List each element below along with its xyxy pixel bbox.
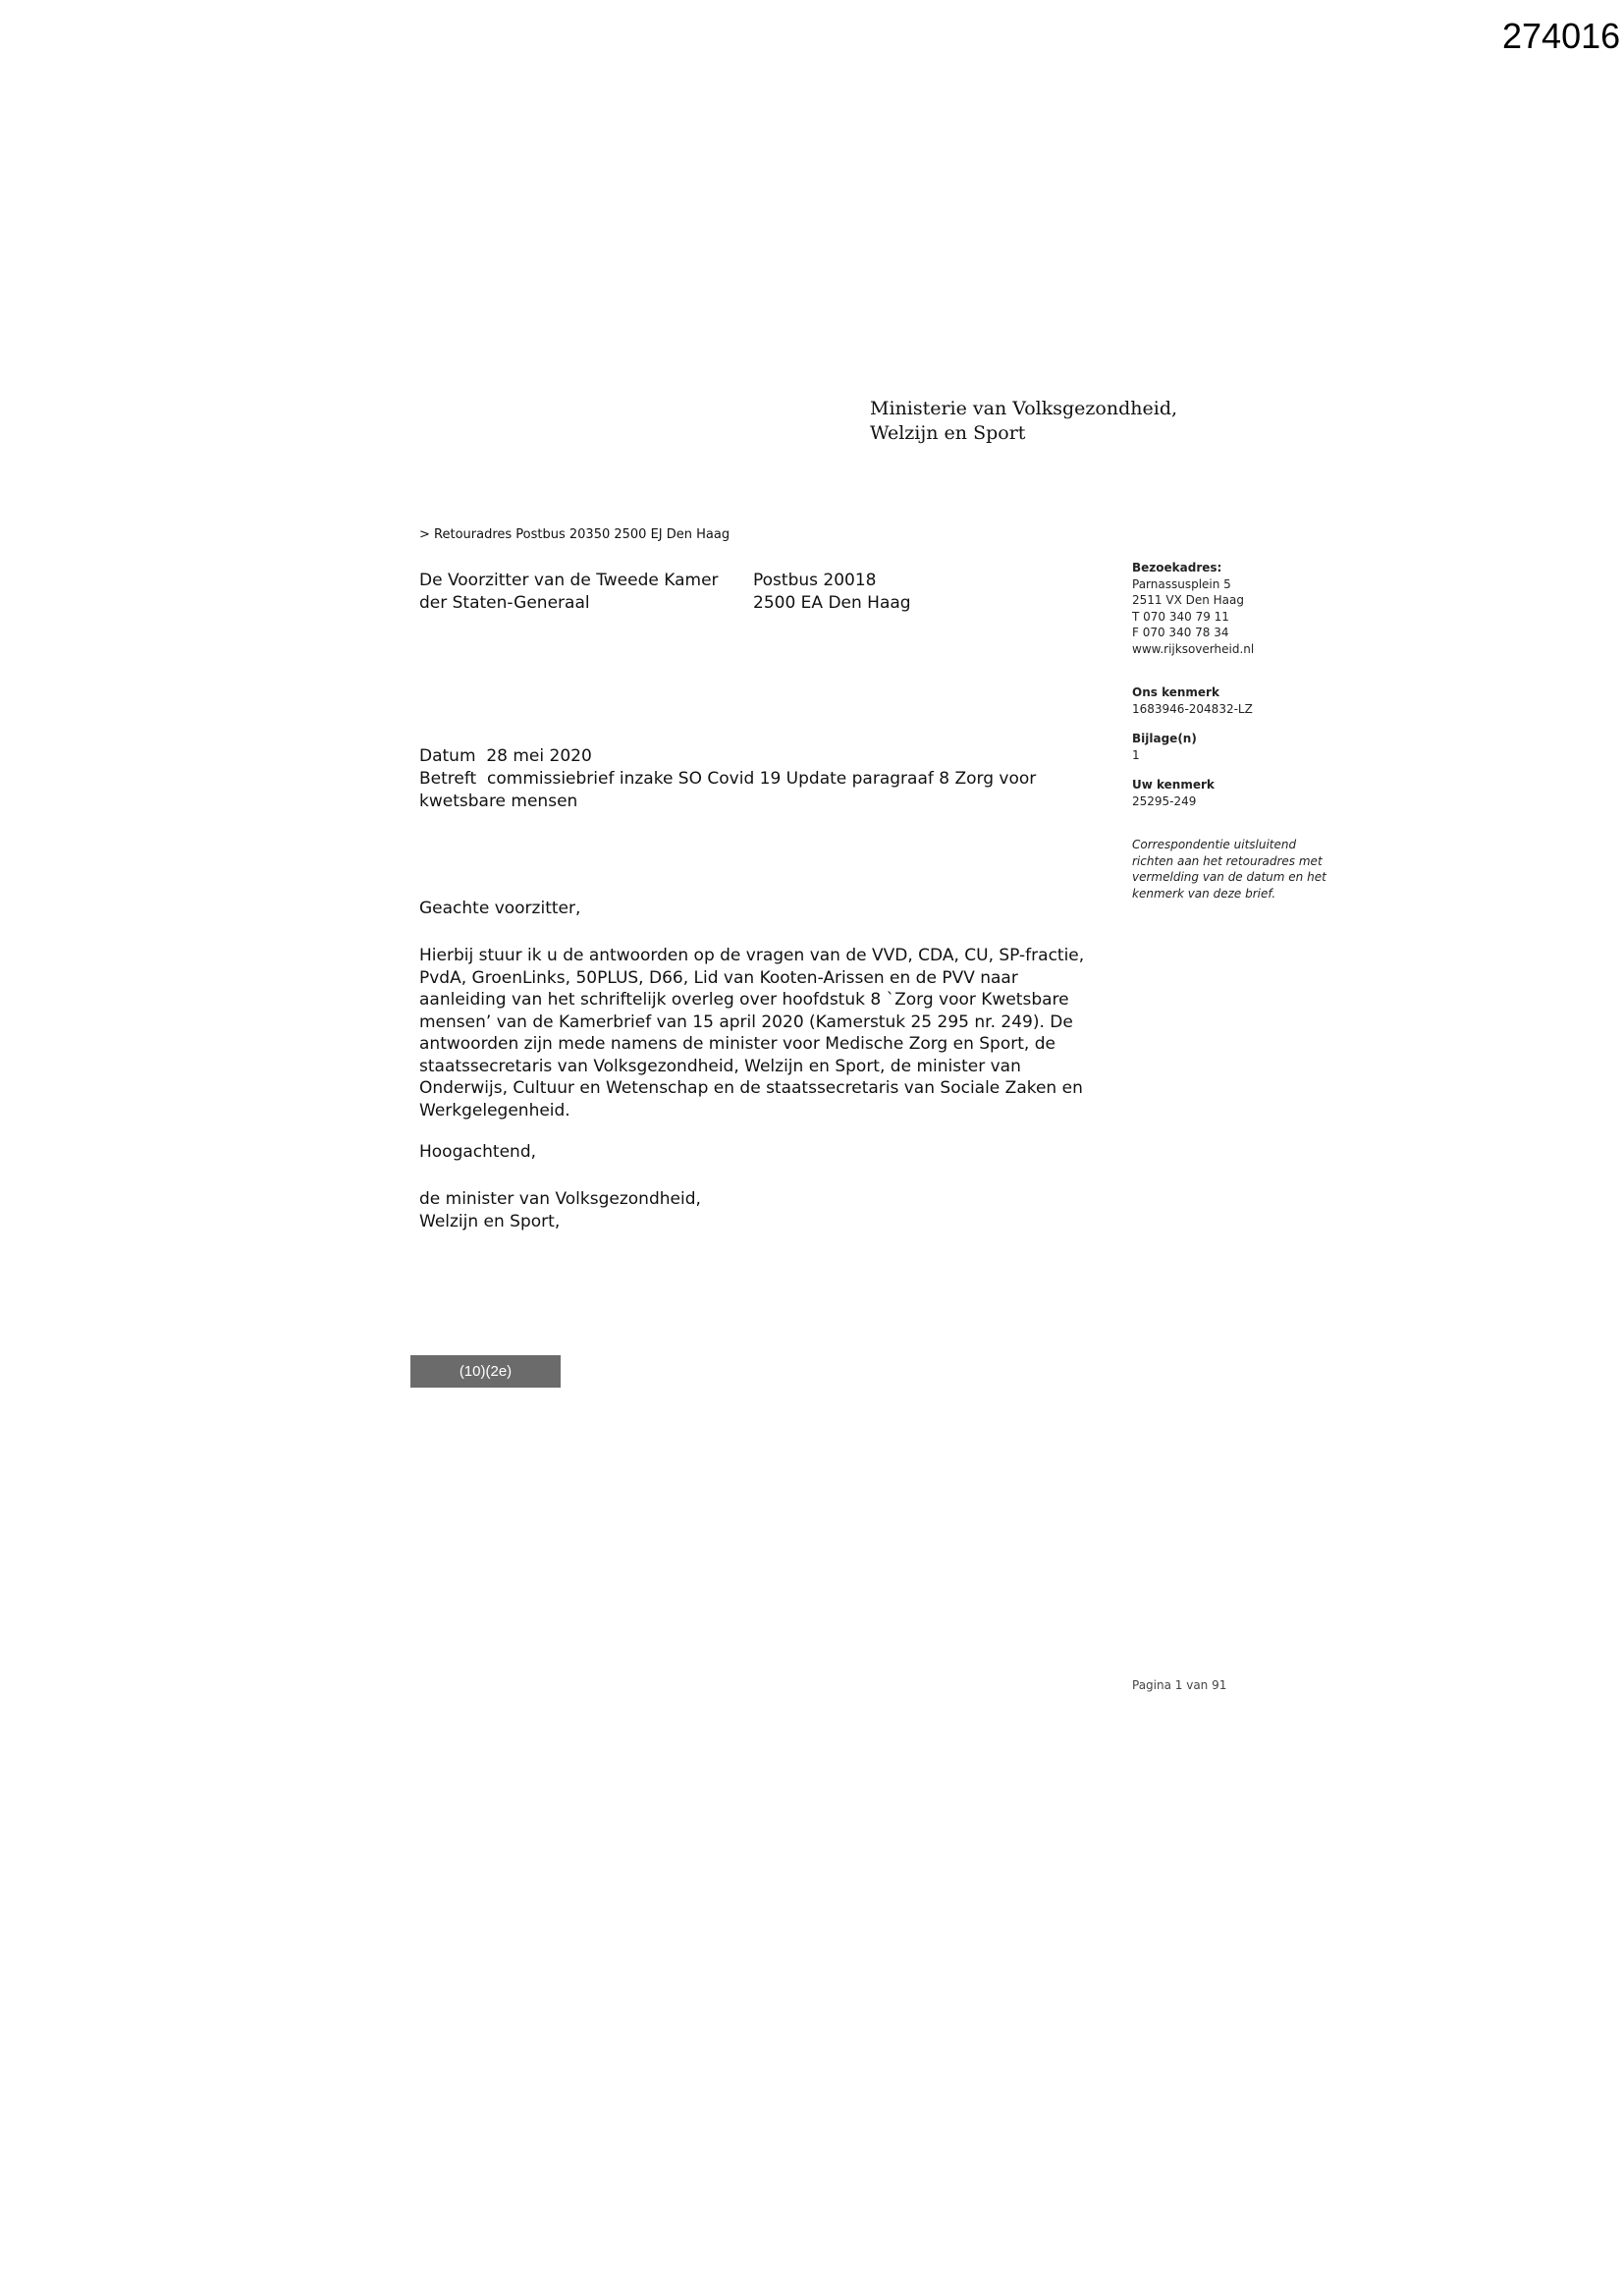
signature-role — [419, 1188, 701, 1233]
postal-address — [753, 570, 911, 615]
website-link[interactable]: www.rijksoverheid.nl — [1132, 641, 1255, 656]
addressee-line2: der Staten-Generaal — [419, 593, 590, 613]
postal-line1: Postbus 20018 — [753, 571, 877, 590]
correspondence-note: Correspondentie uitsluitend richten aan het retouradres met vermelding van de datum en het kenmerk van deze brief. — [1132, 838, 1326, 901]
uw-kenmerk-value: 25295-249 — [1132, 793, 1197, 808]
ministry-name-line2: Welzijn en Sport — [870, 422, 1026, 444]
ons-kenmerk-value: 1683946-204832-LZ — [1132, 701, 1253, 716]
subject-label: Betreft — [419, 769, 477, 789]
bijlage-label: Bijlage(n) — [1132, 732, 1197, 745]
redaction-box: (10)(2e) — [410, 1355, 561, 1388]
closing: Hoogachtend, — [419, 1142, 537, 1162]
date-value: 28 mei 2020 — [486, 746, 592, 766]
subject-row — [419, 768, 1048, 813]
fax-number: F 070 340 78 34 — [1132, 626, 1229, 639]
date-label: Datum — [419, 746, 476, 766]
return-address: > Retouradres Postbus 20350 2500 EJ Den Haag — [419, 527, 730, 542]
visit-street: Parnassusplein 5 — [1132, 576, 1231, 591]
phone-number: T 070 340 79 11 — [1132, 609, 1229, 624]
subject-value: commissiebrief inzake SO Covid 19 Update paragraaf 8 Zorg voor kwetsbare mensen — [419, 769, 1037, 811]
postal-line2: 2500 EA Den Haag — [753, 593, 911, 613]
subject-block — [419, 745, 1048, 813]
addressee — [419, 570, 719, 615]
document-number: 274016 — [1502, 16, 1621, 56]
salutation: Geachte voorzitter, — [419, 899, 581, 918]
visit-address-label: Bezoekadres: — [1132, 561, 1222, 574]
addressee-line1: De Voorzitter van de Tweede Kamer — [419, 571, 719, 590]
ministry-logo — [870, 397, 1177, 446]
uw-kenmerk-label: Uw kenmerk — [1132, 778, 1215, 792]
letter-body: Hierbij stuur ik u de antwoorden op de vragen van de VVD, CDA, CU, SP-fractie, PvdA, GroenLinks, 50PLUS, D66, Lid van Kooten-Arissen en de PVV naar aanleiding van het schriftelijk overleg over hoofdstuk 8 `Zorg voor Kwetsbare mensen’ van de Kamerbrief van 15 april 2020 (Kamerstuk 25 295 nr. 249). De antwoorden zijn mede namens de minister voor Medische Zorg en Sport, de staatssecretaris van Volksgezondheid, Welzijn en Sport, de minister van Onderwijs, Cultuur en Wetenschap en de staatssecretaris van Sociale Zaken en Werkgelegenheid. — [419, 946, 1085, 1121]
visit-city: 2511 VX Den Haag — [1132, 593, 1244, 607]
signature-line2: Welzijn en Sport, — [419, 1212, 561, 1231]
ons-kenmerk-label: Ons kenmerk — [1132, 685, 1219, 699]
signature-line1: de minister van Volksgezondheid, — [419, 1189, 701, 1209]
page-number: Pagina 1 van 91 — [1132, 1678, 1227, 1692]
ministry-name-line1: Ministerie van Volksgezondheid, — [870, 398, 1178, 419]
bijlage-value: 1 — [1132, 747, 1140, 762]
sidebar-info — [1132, 560, 1328, 902]
date-row — [419, 745, 1048, 768]
